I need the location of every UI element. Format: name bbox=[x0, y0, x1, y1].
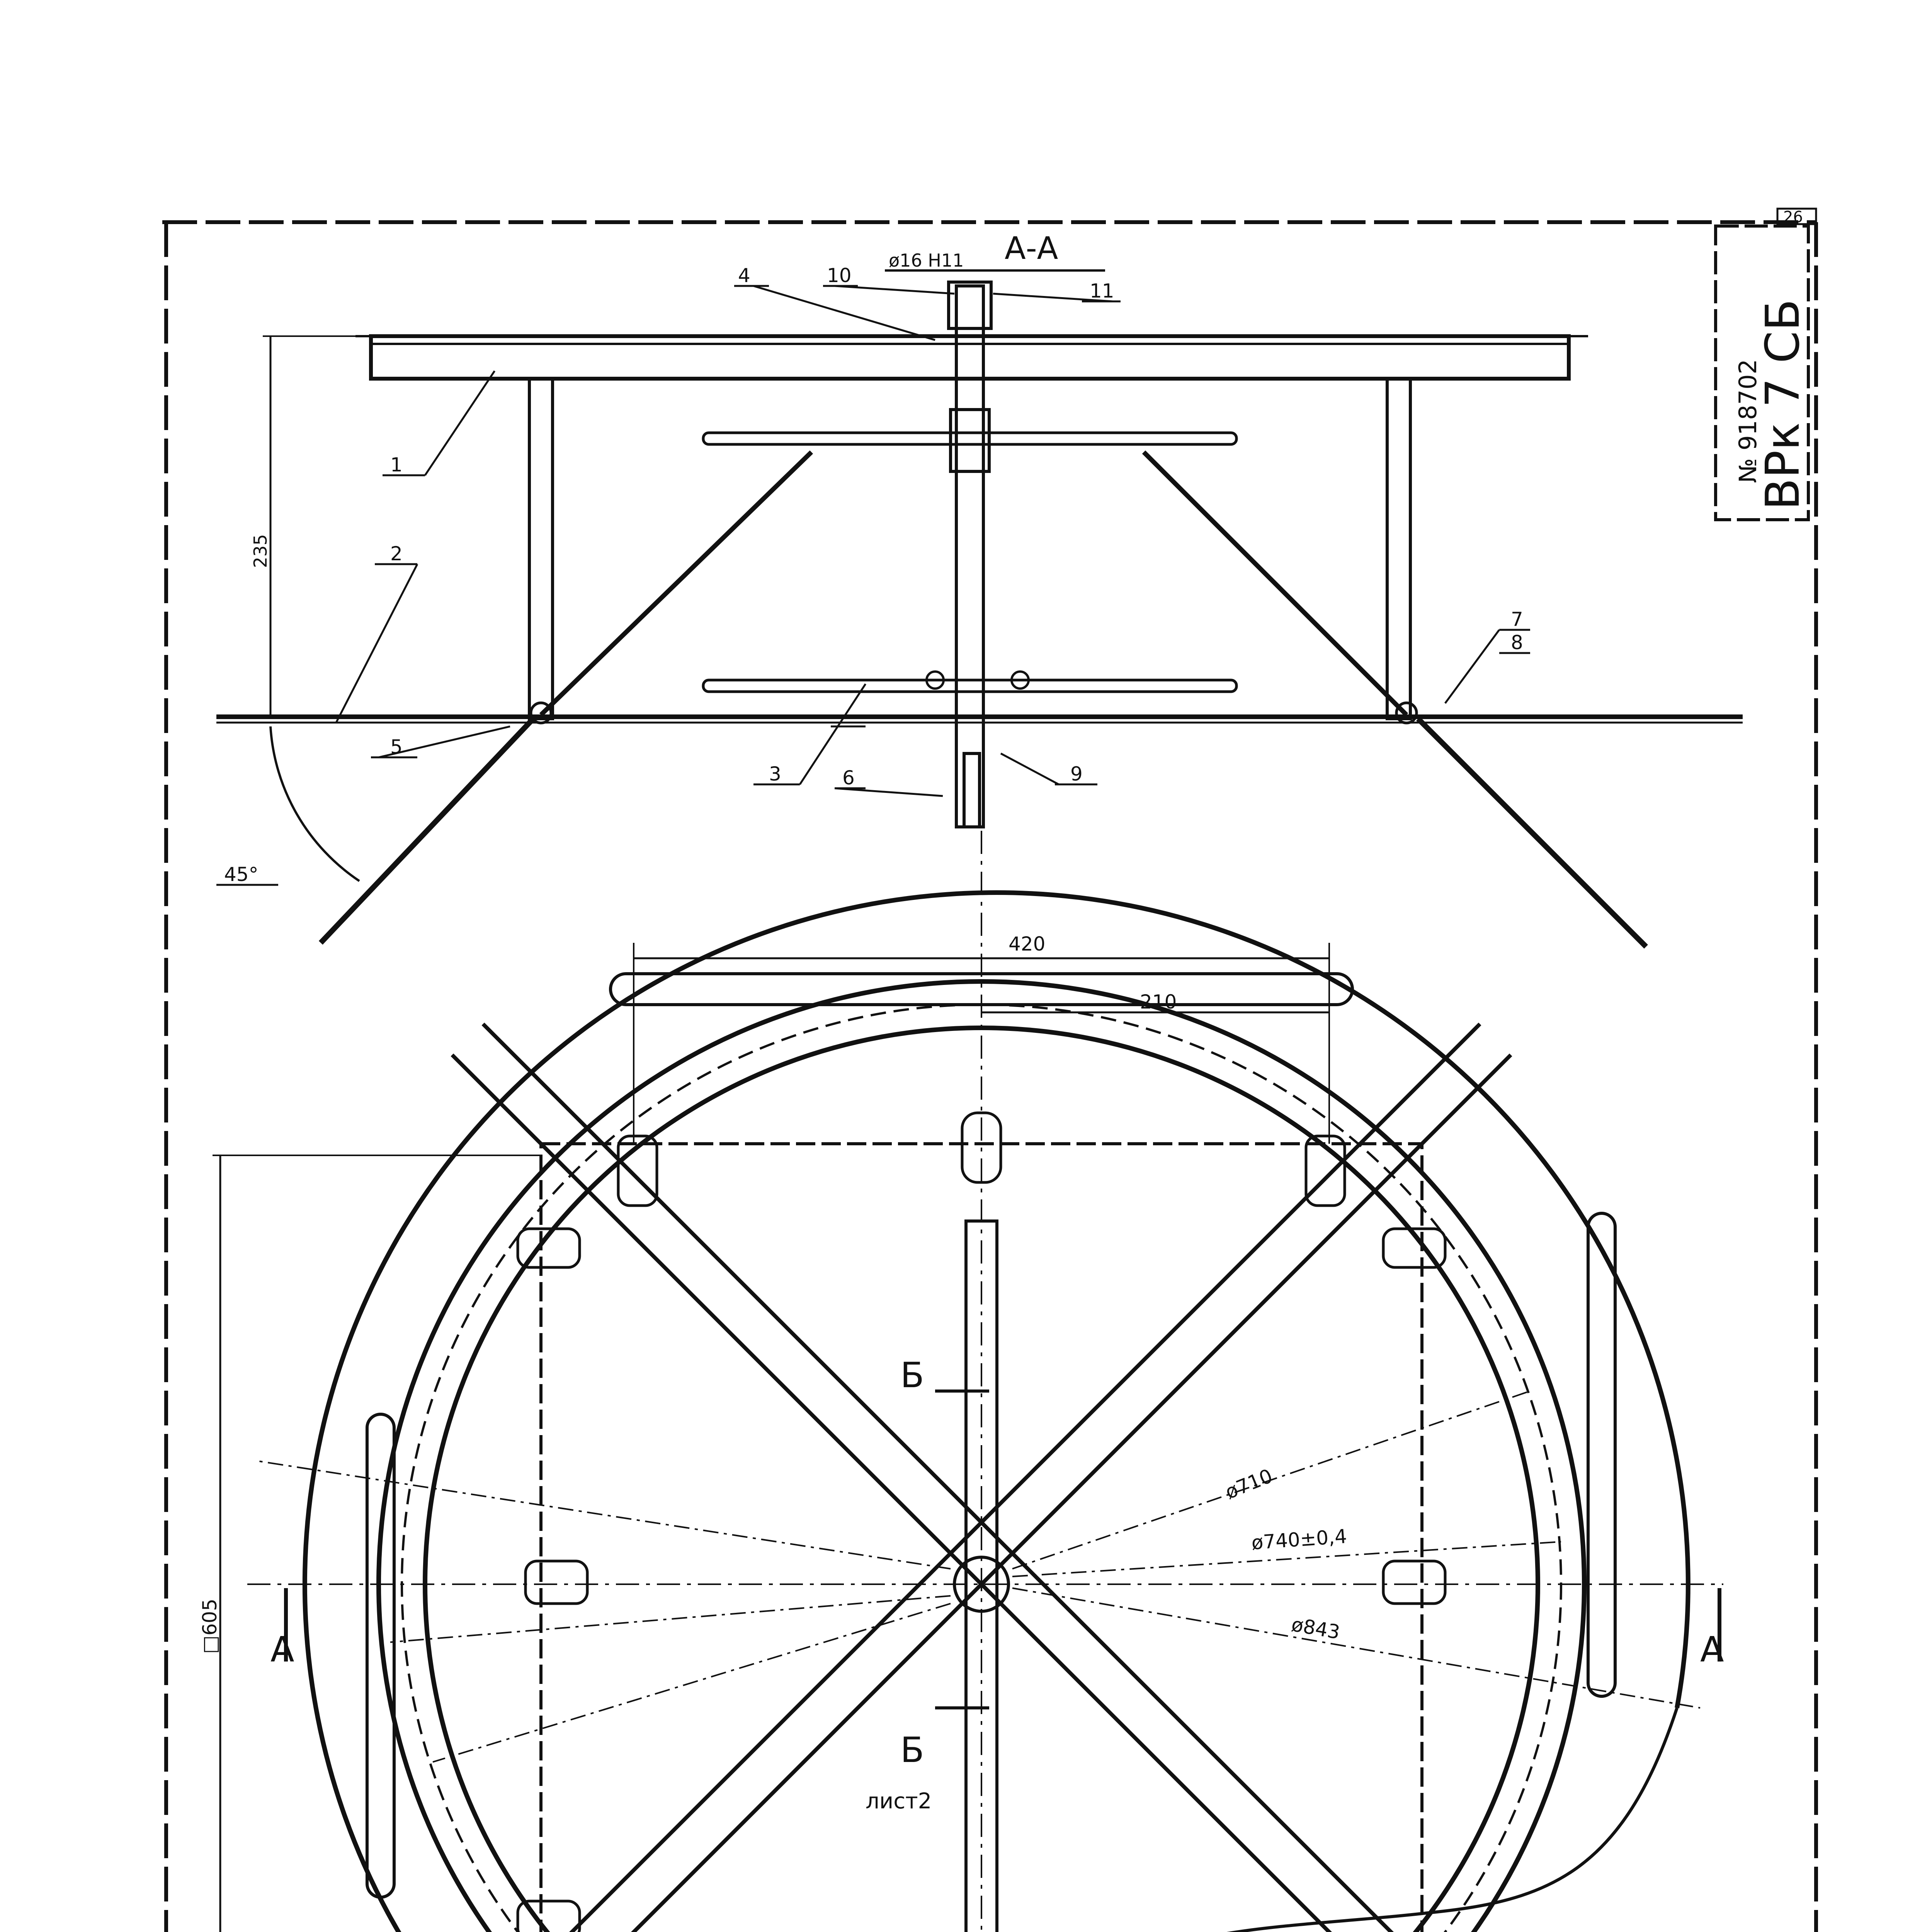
archive-number: № 918702 bbox=[1734, 359, 1762, 483]
angle-label: 45° bbox=[224, 863, 259, 886]
side-code: ВРк 7 СБ bbox=[1756, 299, 1810, 510]
dim-height: 235 bbox=[250, 534, 271, 568]
upper-cross-bar bbox=[703, 433, 1236, 444]
lower-cross-bar bbox=[703, 680, 1236, 692]
callout-10: 10 bbox=[827, 264, 852, 287]
dim-420: 420 bbox=[1009, 933, 1046, 955]
callout-7: 7 bbox=[1511, 608, 1523, 631]
plan-view bbox=[199, 831, 1724, 1932]
page-number: 26 bbox=[1783, 208, 1803, 226]
callout-11: 11 bbox=[1090, 280, 1114, 302]
dim-210: 210 bbox=[1140, 991, 1177, 1013]
diagonal-blade-right bbox=[1418, 719, 1646, 947]
callout-1: 1 bbox=[390, 454, 403, 476]
diagonal-arm-upper-right bbox=[1144, 452, 1406, 715]
diagonal-blade-left bbox=[321, 719, 533, 943]
right-strut bbox=[1387, 379, 1410, 719]
callouts bbox=[336, 286, 1530, 796]
slot-right bbox=[1588, 1213, 1615, 1696]
section-b-bottom: Б bbox=[900, 1730, 924, 1770]
fit-label: ø16 Н11 bbox=[889, 250, 964, 271]
dia-710: ø710 bbox=[1222, 1464, 1276, 1504]
section-a-left: А bbox=[270, 1629, 294, 1670]
section-a-right: А bbox=[1700, 1629, 1724, 1670]
callout-6: 6 bbox=[842, 767, 855, 789]
section-title: А-А bbox=[1005, 230, 1058, 266]
callout-9: 9 bbox=[1070, 763, 1083, 785]
callout-4: 4 bbox=[738, 264, 750, 287]
screw-tail bbox=[964, 753, 980, 827]
angle-arc bbox=[270, 726, 359, 881]
diagonal-arm-upper-left bbox=[541, 452, 811, 715]
callout-5: 5 bbox=[390, 736, 403, 758]
sheet-frame bbox=[162, 222, 1816, 1932]
callout-2: 2 bbox=[390, 543, 403, 565]
top-damper-plate bbox=[371, 336, 1569, 379]
callout-3: 3 bbox=[769, 763, 781, 785]
dia-843: ø843 bbox=[1289, 1613, 1342, 1644]
dim-605: □605 bbox=[199, 1599, 221, 1654]
central-screw bbox=[956, 286, 983, 827]
left-strut bbox=[529, 379, 553, 719]
callout-8: 8 bbox=[1511, 631, 1523, 654]
section-view-a-a bbox=[216, 230, 1743, 947]
dia-740: ø740±0,4 bbox=[1250, 1525, 1348, 1554]
section-b-top: Б bbox=[900, 1355, 924, 1396]
break-line bbox=[1001, 1708, 1677, 1932]
sheet-ref-b: лист2 bbox=[866, 1789, 932, 1814]
